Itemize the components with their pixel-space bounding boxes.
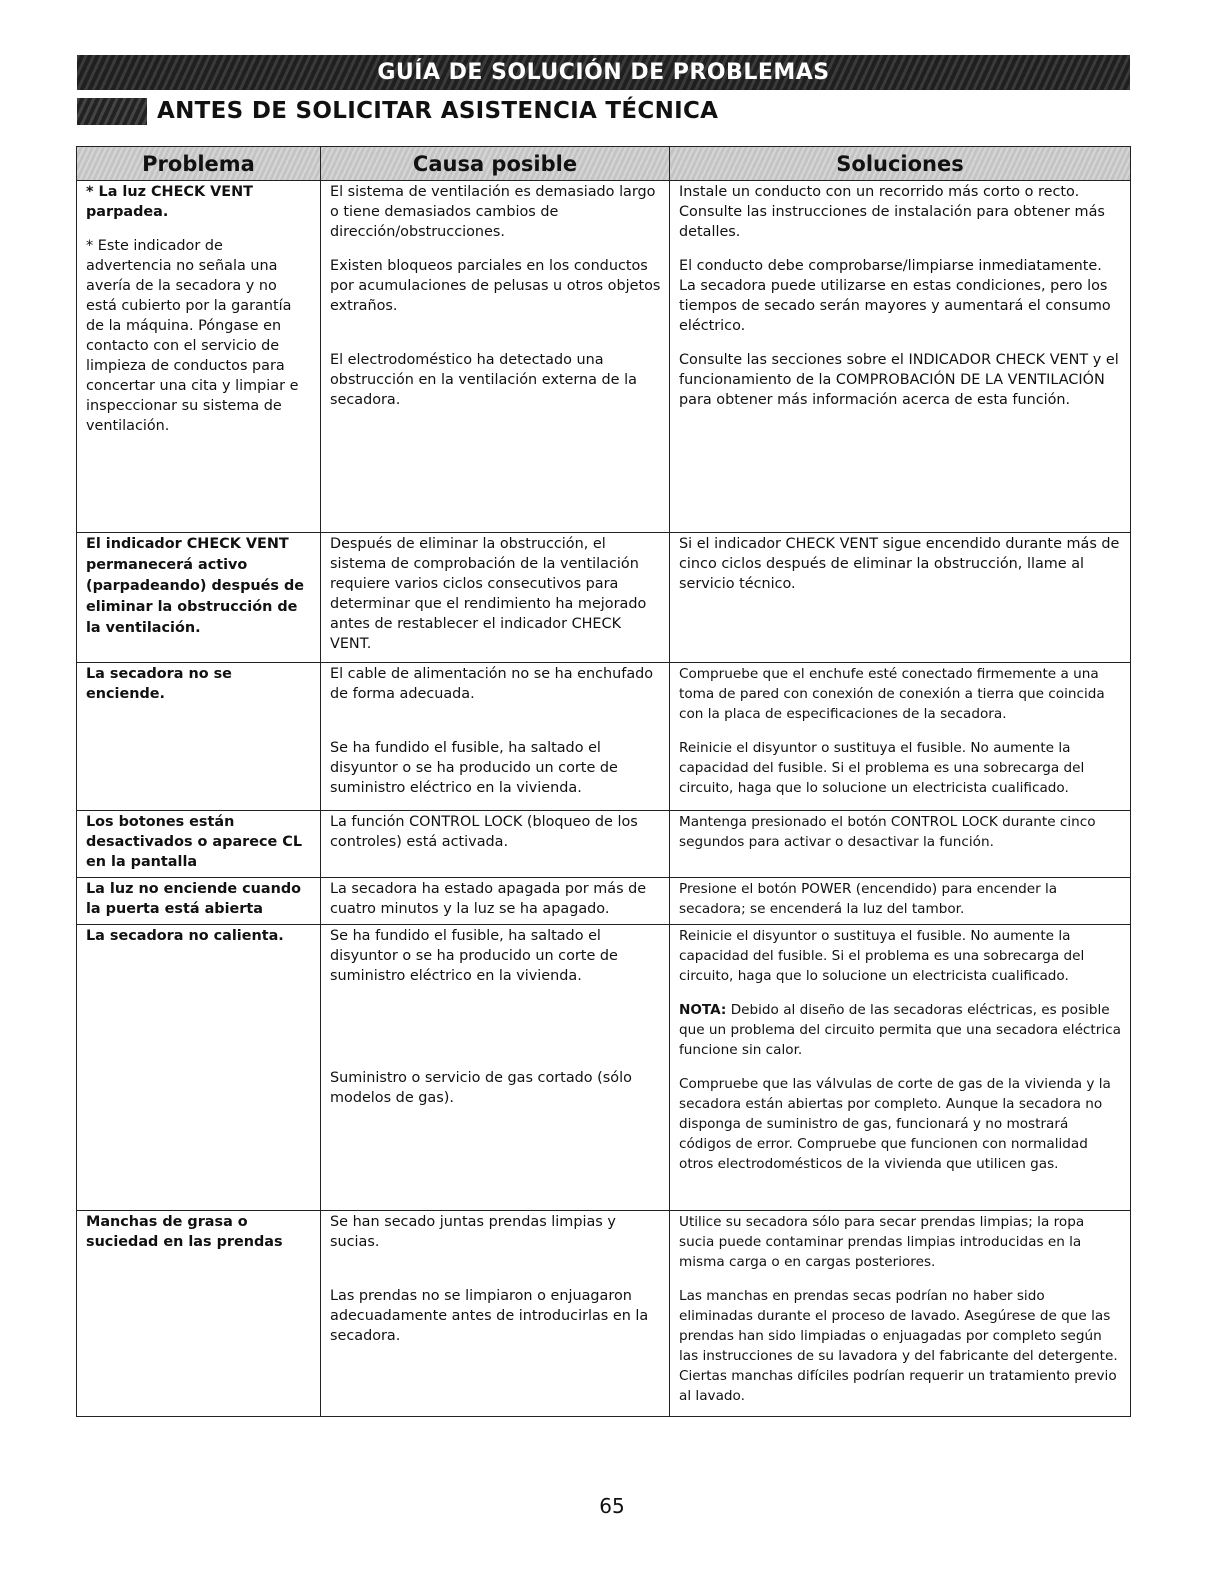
table-row bbox=[77, 925, 1131, 1211]
solution-text: Compruebe que las válvulas de corte de gas de la vivienda y la secadora están abiertas por completo. Aunque la secadora no disponga de suministro de gas, funcionará y no mostrará códigos de error. Compruebe que funcionen con normalidad otros electrodomésticos de la vivienda que utilicen gas. bbox=[679, 1076, 1111, 1172]
cause-text: Después de eliminar la obstrucción, el sistema de comprobación de la ventilación requiere varios ciclos consecutivos para determinar que el rendimiento ha mejorado antes de restablecer el indicador CHECK VENT. bbox=[330, 536, 647, 652]
solution-text: Consulte las secciones sobre el INDICADOR CHECK VENT y el funcionamiento de la COMPROBACIÓN DE LA VENTILACIÓN para obtener más información acerca de esta función. bbox=[679, 352, 1119, 408]
section-banner bbox=[77, 55, 1130, 90]
solution-text: Las manchas en prendas secas podrían no haber sido eliminadas durante el proceso de lavado. Asegúrese de que las prendas han sido limpiadas o enjuagadas por completo según las instrucciones de su lavadora y del fabricante del detergente. Ciertas manchas difíciles podrían requerir un tratamiento previo al lavado. bbox=[679, 1288, 1118, 1404]
solution-text: Compruebe que el enchufe esté conectado firmemente a una toma de pared con conexión de conexión a tierra que coincida con la placa de especificaciones de la secadora. bbox=[679, 666, 1105, 722]
problem-note: * Este indicador de advertencia no señala una avería de la secadora y no está cubierto por la garantía de la máquina. Póngase en contacto con el servicio de limpieza de conductos para concertar una cita y limpiar e inspeccionar su sistema de ventilación. bbox=[86, 238, 299, 434]
cause-cell bbox=[321, 878, 670, 925]
problem-text: La secadora no se enciende. bbox=[86, 666, 232, 702]
cause-text: Se ha fundido el fusible, ha saltado el disyuntor o se ha producido un corte de suministro eléctrico en la vivienda. bbox=[330, 740, 618, 796]
problem-cell bbox=[77, 181, 321, 533]
cause-cell bbox=[321, 533, 670, 663]
problem-cell bbox=[77, 663, 321, 811]
header-solutions: Soluciones bbox=[670, 147, 1131, 181]
solution-text: El conducto debe comprobarse/limpiarse inmediatamente. La secadora puede utilizarse en estas condiciones, pero los tiempos de secado serán mayores y aumentará el consumo eléctrico. bbox=[679, 258, 1111, 334]
cause-text: Se ha fundido el fusible, ha saltado el disyuntor o se ha producido un corte de suministro eléctrico en la vivienda. bbox=[330, 928, 618, 984]
cause-text: El sistema de ventilación es demasiado largo o tiene demasiados cambios de dirección/obstrucciones. bbox=[330, 184, 656, 240]
banner-title: GUÍA DE SOLUCIÓN DE PROBLEMAS bbox=[377, 60, 830, 85]
cause-text: El electrodoméstico ha detectado una obstrucción en la ventilación externa de la secadora. bbox=[330, 352, 637, 408]
cause-text: Se han secado juntas prendas limpias y sucias. bbox=[330, 1214, 616, 1250]
nota-label: NOTA: bbox=[679, 1002, 727, 1018]
table-header-row bbox=[77, 147, 1131, 181]
nota-paragraph bbox=[679, 1000, 1122, 1060]
solution-text: Utilice su secadora sólo para secar prendas limpias; la ropa sucia puede contaminar prendas limpias introducidas en la misma carga o en cargas posteriores. bbox=[679, 1214, 1085, 1270]
problem-text: La luz no enciende cuando la puerta está abierta bbox=[86, 881, 302, 917]
cause-cell bbox=[321, 181, 670, 533]
page-number: 65 bbox=[599, 1494, 625, 1518]
problem-cell bbox=[77, 533, 321, 663]
solution-text: Reinicie el disyuntor o sustituya el fusible. No aumente la capacidad del fusible. Si el problema es una sobrecarga del circuito, haga que lo solucione un electricista cualificado. bbox=[679, 740, 1085, 796]
subheading-marker bbox=[77, 98, 147, 125]
cause-text: Las prendas no se limpiaron o enjuagaron adecuadamente antes de introducirlas en la secadora. bbox=[330, 1288, 649, 1344]
cause-text: La secadora ha estado apagada por más de cuatro minutos y la luz se ha apagado. bbox=[330, 881, 647, 917]
troubleshooting-table bbox=[76, 146, 1131, 1417]
cause-cell bbox=[321, 1211, 670, 1417]
table-row bbox=[77, 181, 1131, 533]
header-cause: Causa posible bbox=[321, 147, 670, 181]
cause-text: Existen bloqueos parciales en los conductos por acumulaciones de pelusas u otros objetos extraños. bbox=[330, 258, 661, 314]
problem-text: La secadora no calienta. bbox=[86, 928, 284, 944]
problem-text: * La luz CHECK VENT parpadea. bbox=[86, 184, 253, 220]
cause-text: Suministro o servicio de gas cortado (sólo modelos de gas). bbox=[330, 1070, 632, 1106]
subheading-title: ANTES DE SOLICITAR ASISTENCIA TÉCNICA bbox=[157, 98, 719, 124]
table-row bbox=[77, 878, 1131, 925]
cause-cell bbox=[321, 663, 670, 811]
table-row bbox=[77, 1211, 1131, 1417]
table-row bbox=[77, 663, 1131, 811]
solution-text: Si el indicador CHECK VENT sigue encendido durante más de cinco ciclos después de eliminar la obstrucción, llame al servicio técnico. bbox=[679, 536, 1120, 592]
cause-cell bbox=[321, 925, 670, 1211]
cause-text: El cable de alimentación no se ha enchufado de forma adecuada. bbox=[330, 666, 654, 702]
cause-cell bbox=[321, 811, 670, 878]
solution-cell bbox=[670, 1211, 1131, 1417]
solution-text: Presione el botón POWER (encendido) para encender la secadora; se encenderá la luz del tambor. bbox=[679, 881, 1058, 917]
solution-cell bbox=[670, 533, 1131, 663]
solution-text: Mantenga presionado el botón CONTROL LOCK durante cinco segundos para activar o desactivar la función. bbox=[679, 814, 1096, 850]
nota-text: Debido al diseño de las secadoras eléctricas, es posible que un problema del circuito permita que una secadora eléctrica funcione sin calor. bbox=[679, 1002, 1121, 1058]
problem-text: Manchas de grasa o suciedad en las prendas bbox=[86, 1214, 283, 1250]
table-row bbox=[77, 533, 1131, 663]
solution-cell bbox=[670, 663, 1131, 811]
problem-text: El indicador CHECK VENT permanecerá activo (parpadeando) después de eliminar la obstrucción de la ventilación. bbox=[86, 536, 305, 636]
solution-text: Instale un conducto con un recorrido más corto o recto. Consulte las instrucciones de instalación para obtener más detalles. bbox=[679, 184, 1105, 240]
solution-cell bbox=[670, 925, 1131, 1211]
subheading bbox=[77, 96, 718, 126]
cause-text: La función CONTROL LOCK (bloqueo de los controles) está activada. bbox=[330, 814, 638, 850]
problem-cell bbox=[77, 1211, 321, 1417]
problem-text: Los botones están desactivados o aparece CL en la pantalla bbox=[86, 814, 303, 870]
problem-cell bbox=[77, 925, 321, 1211]
header-problem: Problema bbox=[77, 147, 321, 181]
solution-text: Reinicie el disyuntor o sustituya el fusible. No aumente la capacidad del fusible. Si el problema es una sobrecarga del circuito, haga que lo solucione un electricista cualificado. bbox=[679, 928, 1085, 984]
solution-cell bbox=[670, 181, 1131, 533]
solution-cell bbox=[670, 811, 1131, 878]
table-row bbox=[77, 811, 1131, 878]
problem-cell bbox=[77, 878, 321, 925]
solution-cell bbox=[670, 878, 1131, 925]
problem-cell bbox=[77, 811, 321, 878]
